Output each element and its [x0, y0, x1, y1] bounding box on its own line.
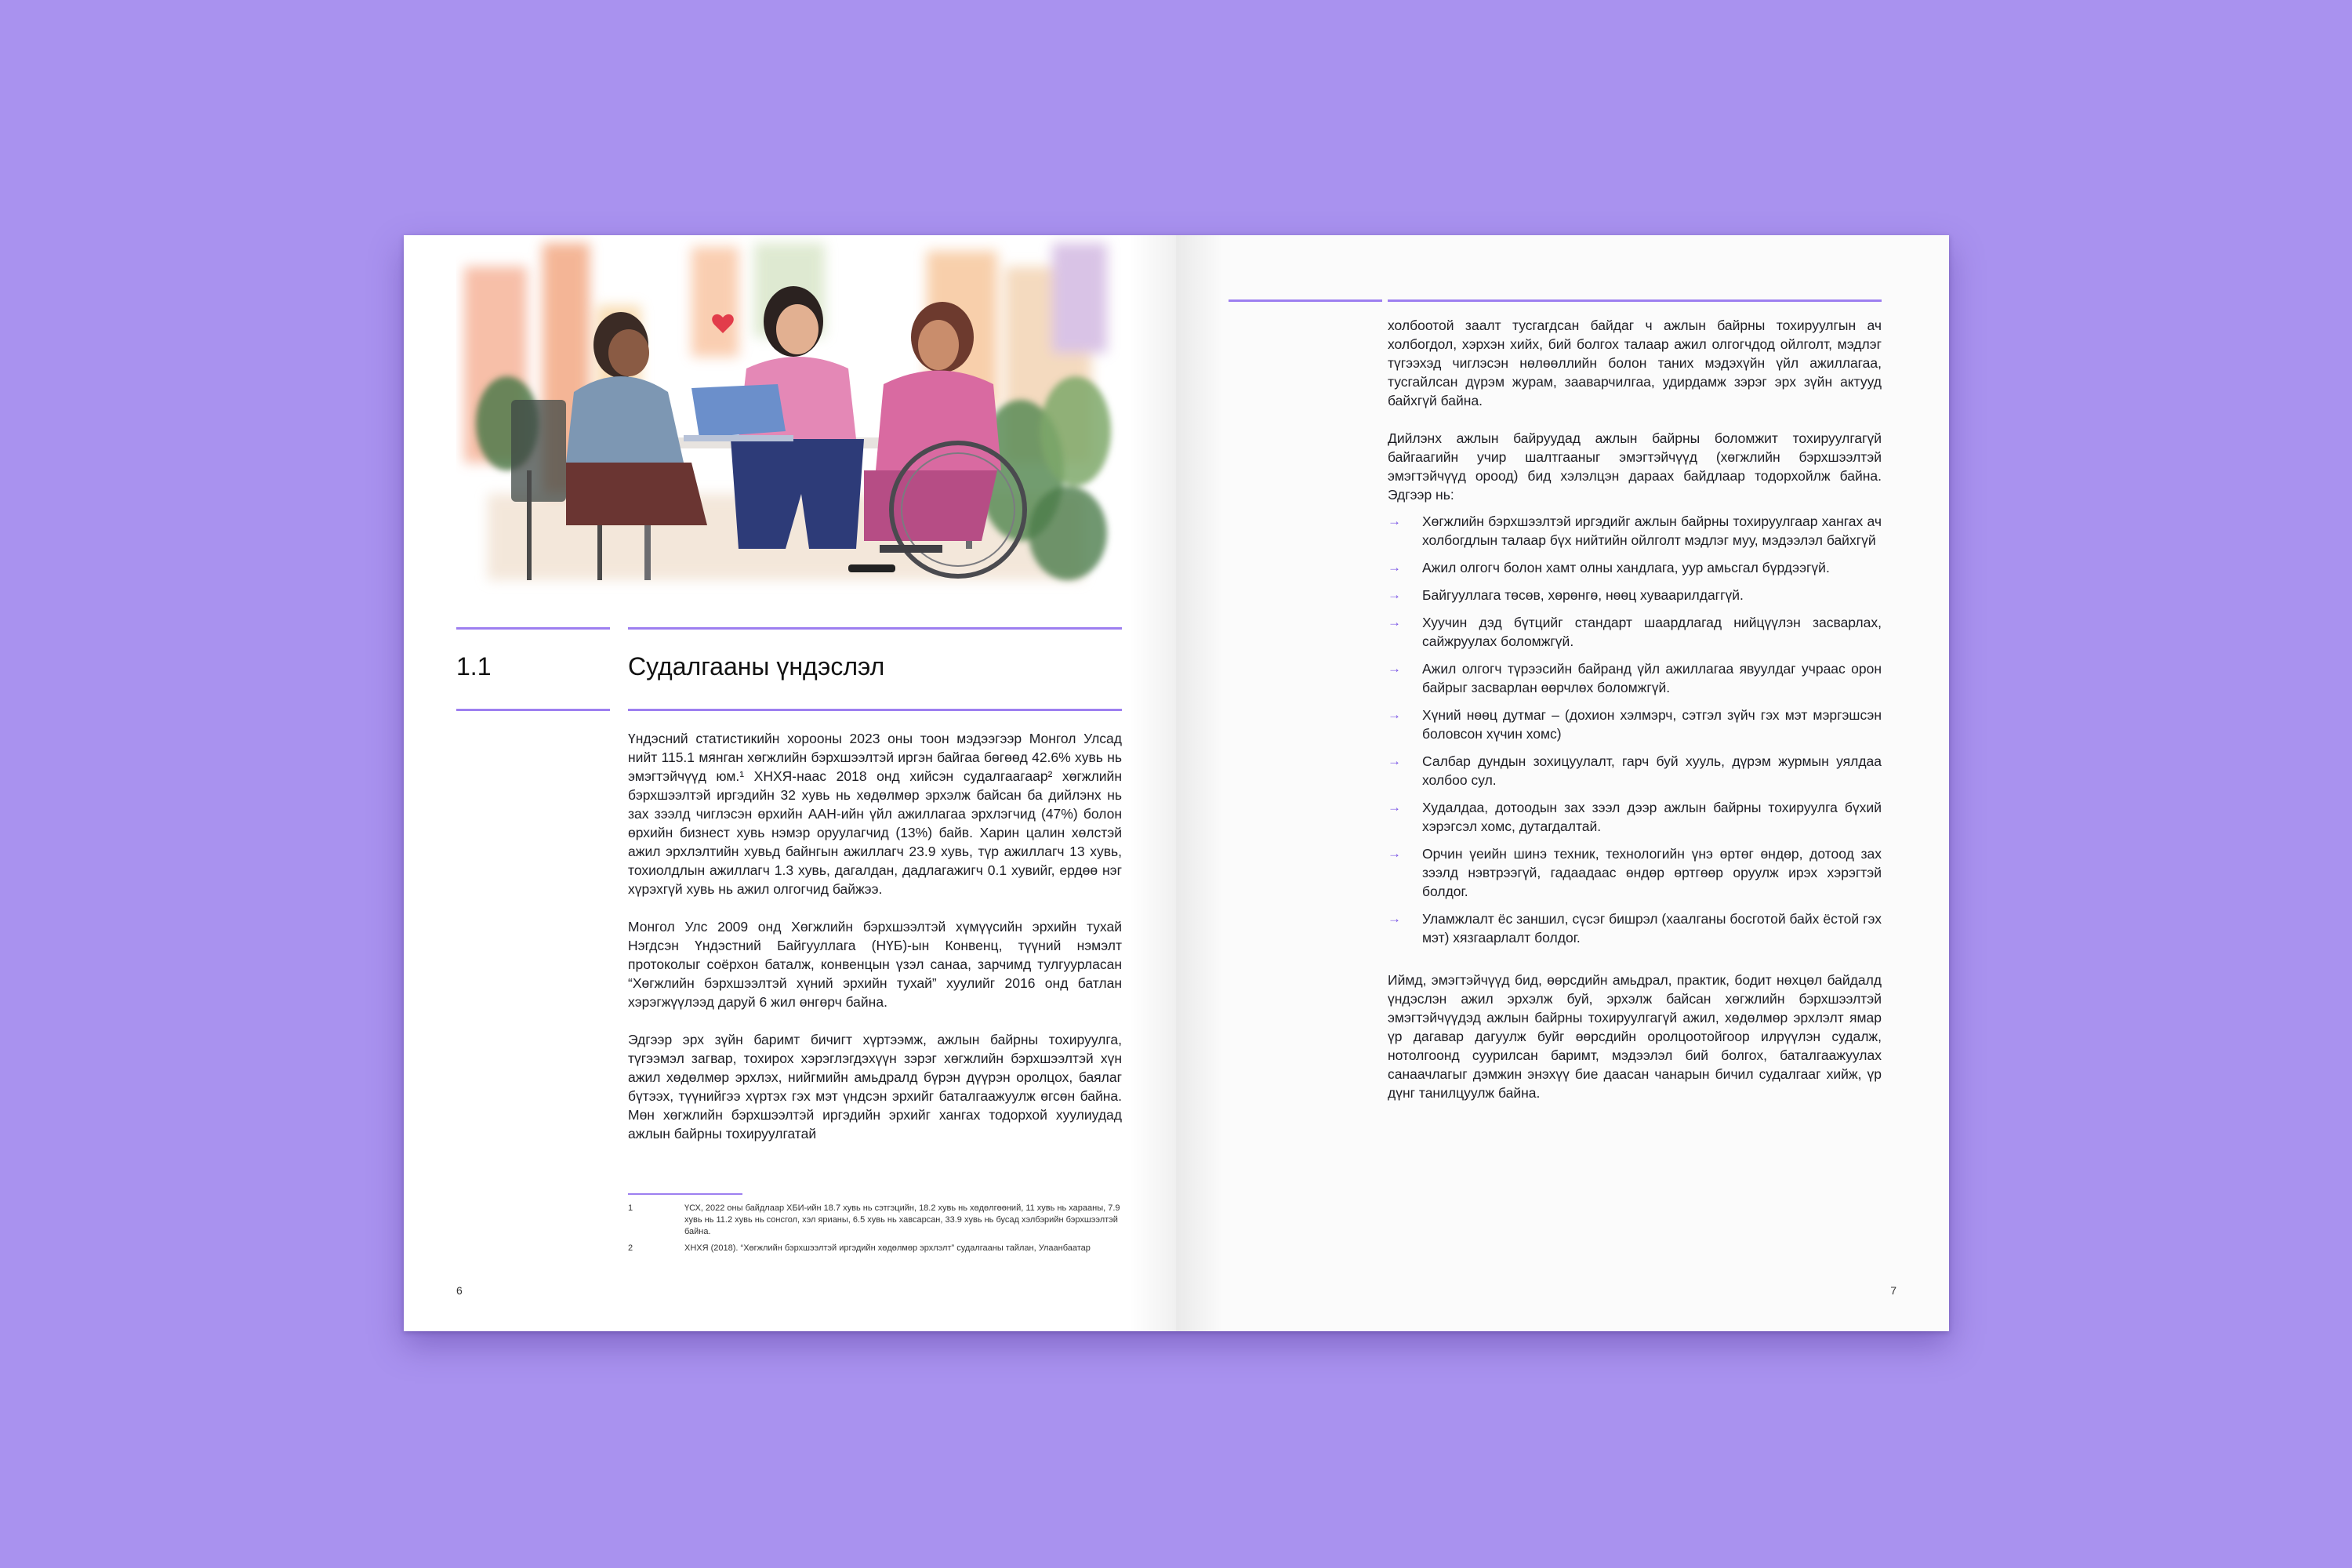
list-item	[1388, 659, 1882, 697]
gutter-shadow	[1176, 235, 1223, 1331]
book-spread	[404, 235, 1949, 1331]
list-item	[1388, 512, 1882, 550]
list-item-text: Байгууллага төсөв, хөрөнгө, нөөц хуваарилдаггүй.	[1422, 587, 1744, 603]
paragraph: Үндэсний статистикийн хорооны 2023 оны тоон мэдээгээр Монгол Улсад нийт 115.1 мянган хөгжлийн бэрхшээлтэй иргэн байгаа бөгөөд 42.6% хувь нь эмэгтэйчүүд юм.¹ ХНХЯ-наас 2018 онд хийсэн судалгаагаар² хөгжлийн бэрхшээлтэй иргэдийн 32 хувь нь хөдөлмөр эрхэлж байсан ба дийлэнх нь зах зээлд чиглэсэн өрхийн ААН-ийн үйл ажиллагаа эрхлэгчид (47%) болон өрхийн бизнест хувь нэмэр оруулагчид (13%) байв. Харин цалин хөлстэй ажил эрхлэлтийн хувьд байнгын ажиллагч 23.9 хувь, түр ажиллагч 13 хувь, тохиолдлын ажиллагч 1.3 хувь, дагалдан, дадлагажигч 0.1 хувийг, ердөө нэг хүрэхгүй хувь нь ажил олгогчид байжээ.	[628, 731, 1122, 897]
arrow-right-icon: →	[1388, 615, 1401, 630]
arrow-right-icon: →	[1388, 800, 1401, 815]
footnote-number: 1	[628, 1203, 633, 1213]
bottom-rule-title	[628, 709, 1122, 711]
paragraph: Иймд, эмэгтэйчүүд бид, өөрсдийн амьдрал, практик, бодит нөхцөл байдалд үндэслэн ажил эрхэлж буй, эрхэлж байсан хөгжлийн бэрхшээлтэй эмэгтэйчүүдэд ажлын байрны тохируулгагүй ажил, хөдөлмөр эрхлэлт ямар үр дагавар дагуулж буйг өөрсдийн оролцоотойгоор илрүүлэн судалж, нотолгоонд суурилсан баримт, мэдээлэл бий болгох, баталгаажуулах санаачлагыг дэмжин энэхүү бие даасан чанарын бичил судалгааг хийж, үр дүнг танилцуулж байна.	[1388, 972, 1882, 1101]
list-item	[1388, 558, 1882, 577]
top-rule-left	[1229, 299, 1382, 302]
arrow-right-icon: →	[1388, 753, 1401, 768]
body-text-right	[1388, 316, 1882, 1121]
list-item-text: Уламжлалт ёс заншил, сүсэг бишрэл (хаалганы босготой байх ёстой гэх мэт) хязгаарлалт болдог.	[1422, 911, 1882, 946]
arrow-right-icon: →	[1388, 661, 1401, 676]
top-rule-number	[456, 627, 610, 630]
list-item	[1388, 752, 1882, 789]
bottom-rule-number	[456, 709, 610, 711]
arrow-right-icon: →	[1388, 846, 1401, 861]
list-item	[1388, 586, 1882, 604]
arrow-right-icon: →	[1388, 560, 1401, 575]
list-item-text: Ажил олгогч болон хамт олны хандлага, уур амьсгал бүрдээгүй.	[1422, 560, 1830, 575]
list-item	[1388, 798, 1882, 836]
footnote	[628, 1243, 1122, 1254]
page-number-left: 6	[456, 1284, 463, 1297]
list-item	[1388, 909, 1882, 947]
arrow-right-icon: →	[1388, 911, 1401, 926]
paragraph: холбоотой заалт тусгагдсан байдаг ч ажлын байрны тохируулгын ач холбогдол, хэрхэн хийх, бий болгох талаар ажил олгогчдод ойлголт, мэдлэг түгээхэд чиглэсэн нөлөөллийн болон таних мэдэхүйн үйл ажиллагаа, тусгайлсан дүрэм журам, зааварчилгаа, удирдамж зэрэг эрх зүйн актууд байхгүй байна.	[1388, 318, 1882, 408]
footnote-text: ХНХЯ (2018). “Хөгжлийн бэрхшээлтэй иргэдийн хөдөлмөр эрхлэлт” судалгааны тайлан, Улаанбаатар	[684, 1243, 1091, 1253]
footnote-number: 2	[628, 1243, 633, 1253]
list-item-text: Худалдаа, дотоодын зах зээл дээр ажлын байрны тохируулга бүхий хэрэгсэл хомс, дутагдалтай.	[1422, 800, 1882, 834]
arrow-right-icon: →	[1388, 707, 1401, 722]
bullet-list	[1388, 512, 1882, 947]
footnote-text: ҮСХ, 2022 оны байдлаар ХБИ-ийн 18.7 хувь нь сэтгэцийн, 18.2 хувь нь хөдөлгөөний, 11 хувь нь харааны, 7.9 хувь нь 11.2 хувь нь сонсгол, хэл ярианы, 6.5 хувь нь хавсарсан, 33.9 хувь нь бусад хэлбэрийн бэрхшээлтэй байна.	[684, 1203, 1120, 1236]
list-item	[1388, 706, 1882, 743]
top-rule-title	[628, 627, 1122, 630]
section-title: Судалгааны үндэслэл	[628, 652, 885, 681]
list-item-text: Ажил олгогч түрээсийн байранд үйл ажиллагаа явуулдаг учраас орон байрыг засварлан өөрчлөх боломжгүй.	[1422, 661, 1882, 695]
section-number: 1.1	[456, 652, 492, 681]
arrow-right-icon: →	[1388, 587, 1401, 602]
list-item-text: Орчин үеийн шинэ техник, технологийн үнэ өртөг өндөр, дотоод зах зээлд нэвтрээгүй, гадаадаас өндөр өртгөөр оруулж ирэх хэрэгтэй болдог.	[1422, 846, 1882, 899]
list-item	[1388, 613, 1882, 651]
paragraph: Эдгээр эрх зүйн баримт бичигт хүртээмж, ажлын байрны тохируулга, түгээмэл загвар, тохирох хэрэглэгдэхүүн зэрэг хөгжлийн бэрхшээлтэй хүн ажил хөдөлмөр эрхлэх, нийгмийн амьдралд бүрэн дүүрэн оролцох, баялаг бүтээх, түүнийгээ хүртэх гэх мэт үндсэн эрхийг баталгаажуулж өгсөн байна. Мөн хөгжлийн бэрхшээлтэй иргэдийн эрхийг хангах тодорхой хуулиудад ажлын байрны тохируулгатай	[628, 1032, 1122, 1142]
paragraph: Монгол Улс 2009 онд Хөгжлийн бэрхшээлтэй хүмүүсийн эрхийн тухай Нэгдсэн Үндэстний Байгууллага (НҮБ)-ын Конвенц, түүний нэмэлт протоколыг соёрхон баталж, конвенцын үзэл санаа, зарчимд тулгуурласан “Хөгжлийн бэрхшээлтэй хүний эрхийн тухай” хуулийг 2016 онд батлан хэрэгжүүлээд даруй 6 жил өнгөрч байна.	[628, 919, 1122, 1010]
gutter-shadow	[1129, 235, 1176, 1331]
body-text-left	[628, 729, 1122, 1162]
arrow-right-icon: →	[1388, 514, 1401, 528]
watercolor-illustration	[456, 235, 1123, 605]
list-item-text: Хүний нөөц дутмаг – (дохион хэлмэрч, сэтгэл зүйч гэх мэт мэргэшсэн боловсон хүчин хомс)	[1422, 707, 1882, 742]
left-page	[404, 235, 1176, 1331]
list-item-text: Салбар дундын зохицуулалт, гарч буй хууль, дүрэм журмын уялдаа холбоо сул.	[1422, 753, 1882, 788]
footnote	[628, 1203, 1122, 1238]
footnote-rule	[628, 1193, 742, 1195]
right-page	[1176, 235, 1949, 1331]
top-rule-right	[1388, 299, 1882, 302]
paragraph: Дийлэнх ажлын байруудад ажлын байрны боломжит тохируулгагүй байгаагийн учир шалтгааныг эмэгтэйчүүд (хөгжлийн бэрхшээлтэй эмэгтэйчүүд ороод) бид хэлэлцэн дараах байдлаар тодорхойлж байна. Эдгээр нь:	[1388, 430, 1882, 503]
list-item-text: Хуучин дэд бүтцийг стандарт шаардлагад нийцүүлэн засварлах, сайжруулах боломжгүй.	[1422, 615, 1882, 649]
list-item-text: Хөгжлийн бэрхшээлтэй иргэдийг ажлын байрны тохируулгаар хангах ач холбогдлын талаар бүх нийтийн ойлголт мэдлэг муу, мэдээлэл байхгүй	[1422, 514, 1882, 548]
page-number-right: 7	[1890, 1284, 1896, 1297]
list-item	[1388, 844, 1882, 901]
footnotes	[628, 1203, 1122, 1259]
